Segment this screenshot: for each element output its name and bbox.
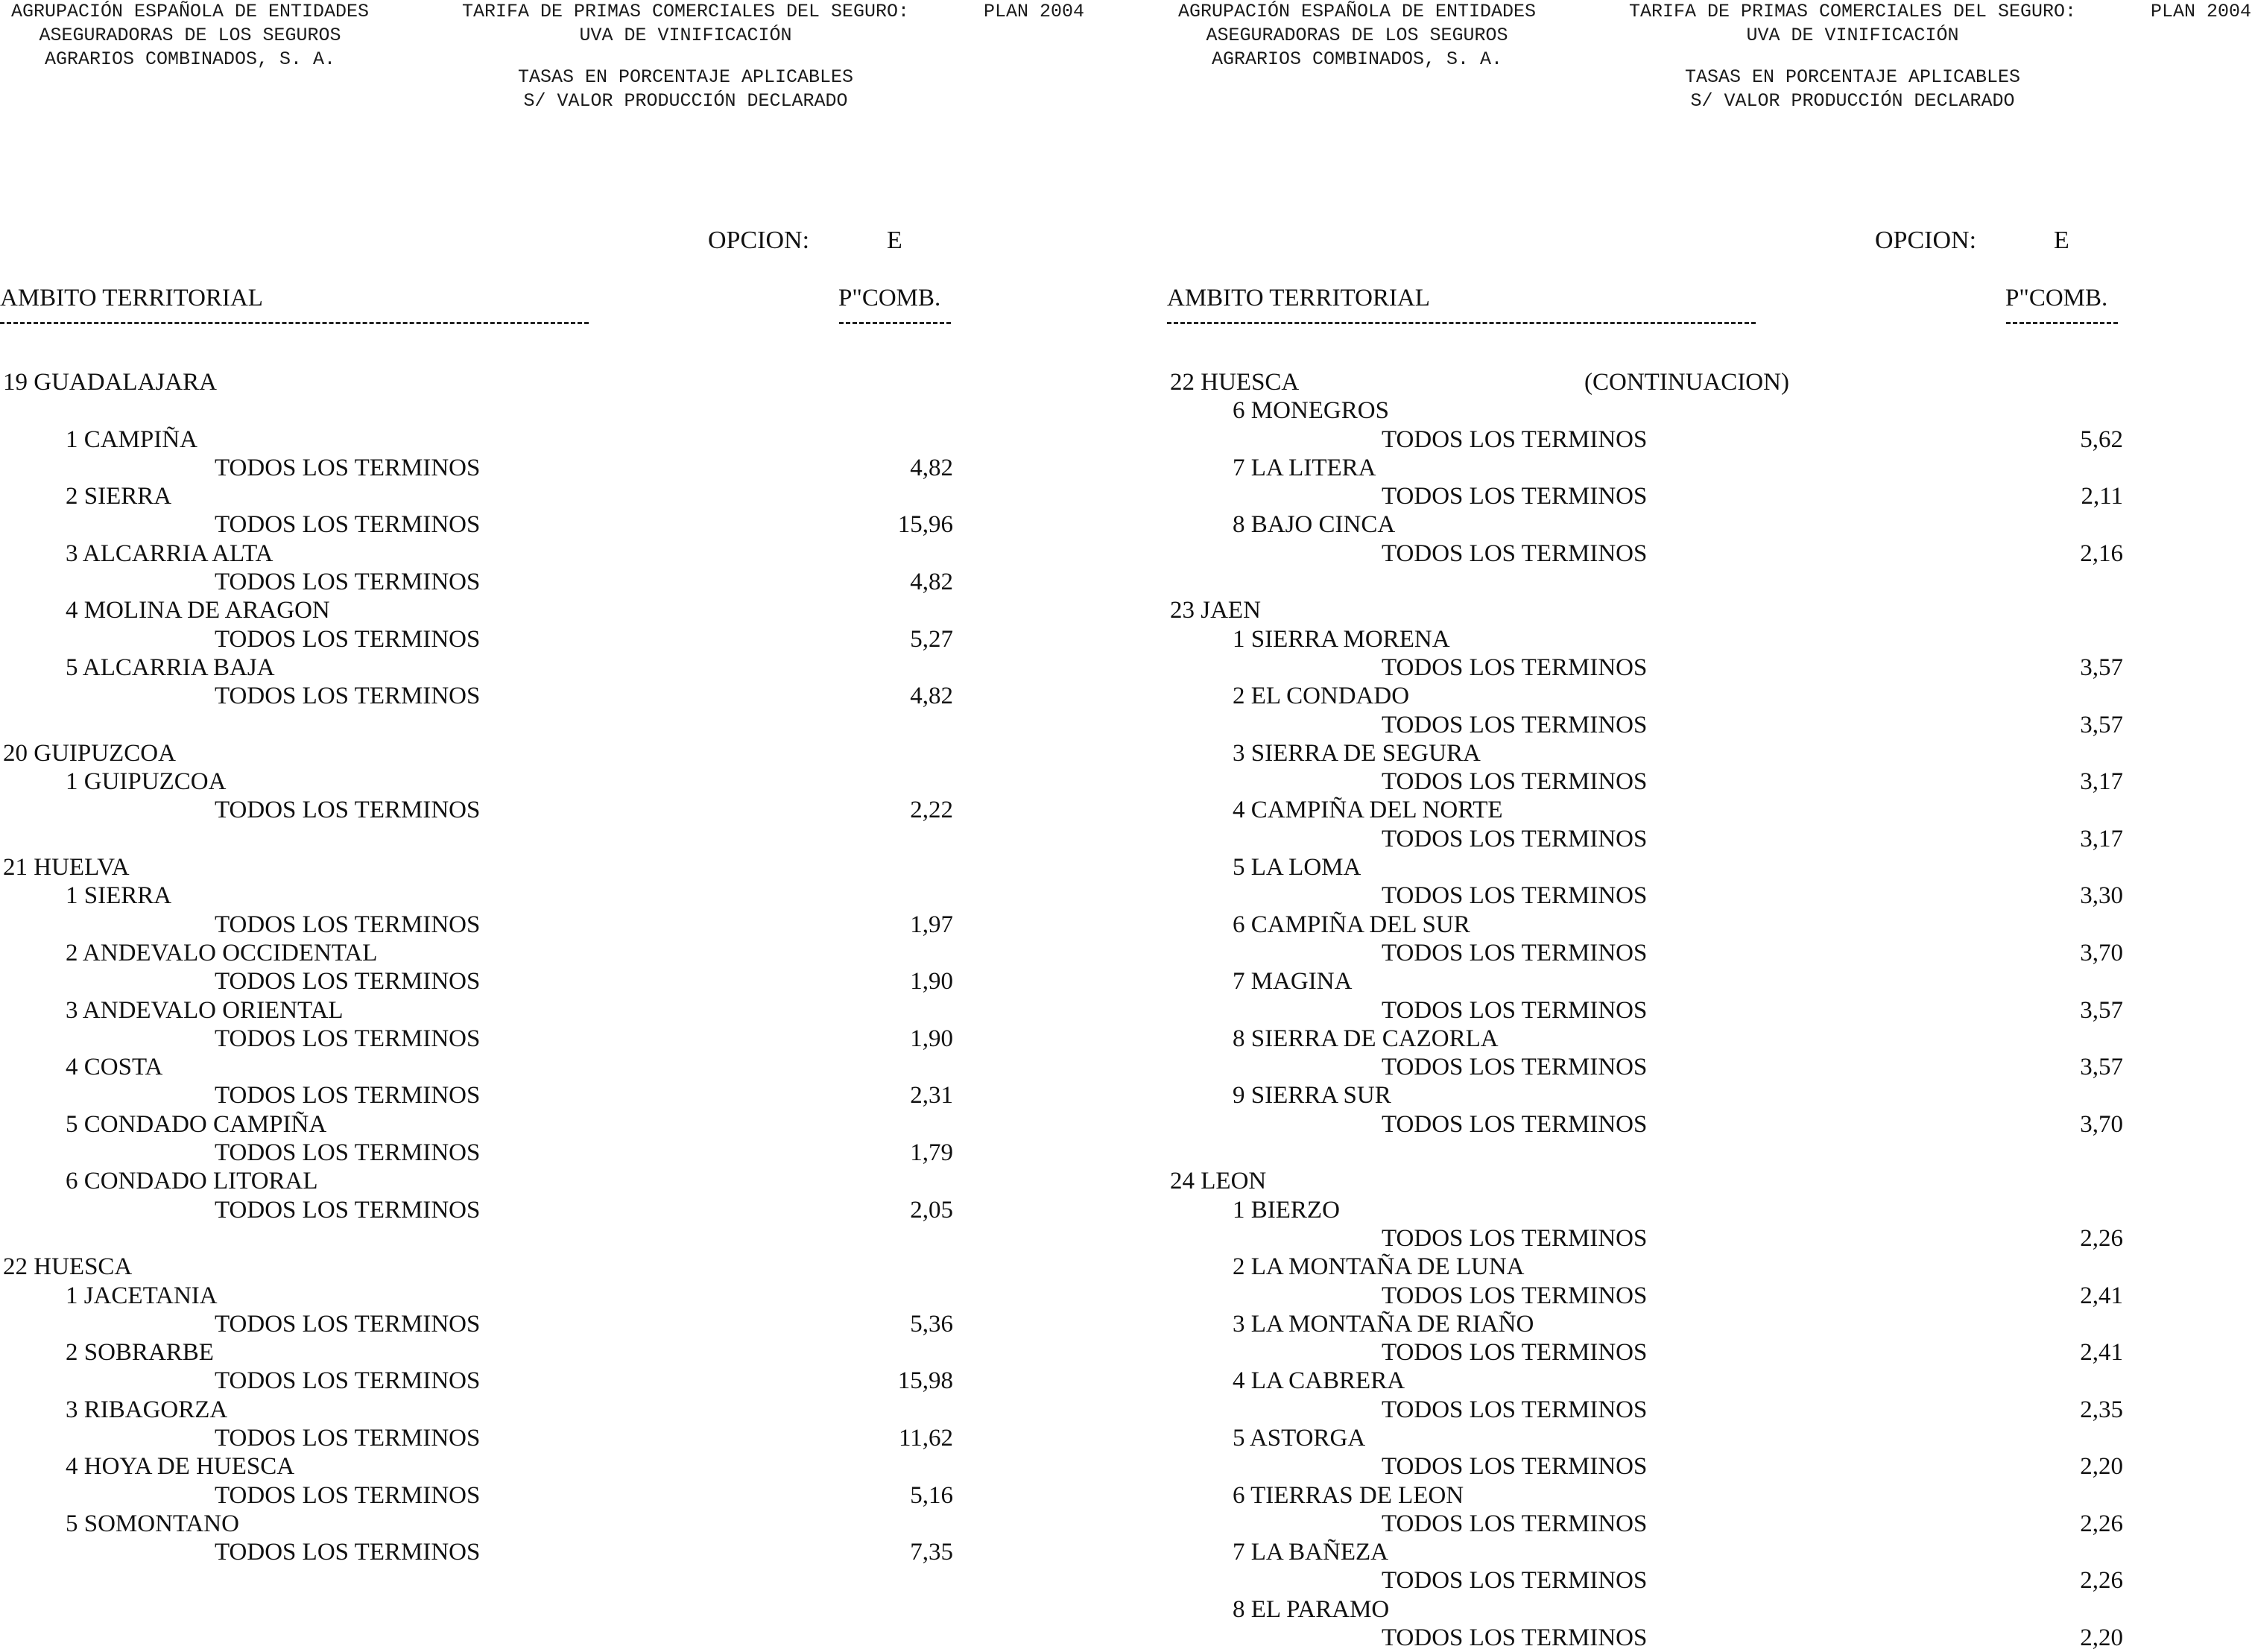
terms-label: TODOS LOS TERMINOS <box>215 683 481 710</box>
province-name: 22 HUESCA <box>3 1253 133 1281</box>
row-spacer <box>0 711 1126 739</box>
province-name: 23 JAEN <box>1170 597 1261 624</box>
terms-label: TODOS LOS TERMINOS <box>1382 653 1648 681</box>
plan-label: PLAN 2004 <box>984 1 1085 22</box>
province-name: 19 GUADALAJARA <box>3 369 217 396</box>
tariff-list <box>1167 368 2252 1652</box>
comarca-name: 2 SOBRARBE <box>66 1339 214 1367</box>
terms-row <box>1167 1053 2252 1081</box>
terms-row <box>0 510 1126 539</box>
comarca-name: 6 CONDADO LITORAL <box>66 1168 318 1195</box>
rates-subtitle: TASAS EN PORCENTAJE APLICABLES S/ VALOR PRODUCCIÓN DECLARADO <box>1684 66 2021 112</box>
terms-label: TODOS LOS TERMINOS <box>1382 1282 1648 1309</box>
row-spacer <box>1167 1139 2252 1167</box>
terms-label: TODOS LOS TERMINOS <box>215 511 481 539</box>
rate-value: 3,57 <box>2080 996 2123 1024</box>
comarca-name: 5 CONDADO CAMPIÑA <box>66 1110 327 1138</box>
terms-row <box>0 1196 1126 1224</box>
rate-value: 3,17 <box>2080 825 2123 852</box>
terms-label: TODOS LOS TERMINOS <box>215 1025 481 1052</box>
terms-label: TODOS LOS TERMINOS <box>1382 1567 1648 1595</box>
comarca-name: 3 ALCARRIA ALTA <box>66 539 273 567</box>
column-header-ambito: AMBITO TERRITORIAL <box>0 285 263 311</box>
terms-row <box>1167 882 2252 910</box>
terms-label: TODOS LOS TERMINOS <box>1382 939 1648 966</box>
terms-label: TODOS LOS TERMINOS <box>215 1082 481 1110</box>
rate-value: 11,62 <box>898 1424 953 1452</box>
comarca-name: 4 MOLINA DE ARAGON <box>66 597 330 624</box>
terms-label: TODOS LOS TERMINOS <box>1382 825 1648 852</box>
comarca-name: 5 ALCARRIA BAJA <box>66 653 275 681</box>
terms-row <box>1167 711 2252 739</box>
terms-row <box>0 1481 1126 1510</box>
terms-label: TODOS LOS TERMINOS <box>215 1139 481 1167</box>
terms-label: TODOS LOS TERMINOS <box>215 1424 481 1452</box>
terms-row <box>1167 1566 2252 1595</box>
comarca-name: 1 BIERZO <box>1233 1196 1340 1224</box>
comarca-name: 1 JACETANIA <box>66 1282 218 1309</box>
comarca-name: 2 LA MONTAÑA DE LUNA <box>1233 1253 1525 1281</box>
row-spacer <box>0 825 1126 853</box>
rate-value: 2,35 <box>2080 1396 2123 1423</box>
column-header-pcomb: P"COMB. <box>2005 285 2108 311</box>
terms-row <box>1167 1510 2252 1538</box>
rate-value: 3,17 <box>2080 768 2123 796</box>
rate-value: 2,41 <box>2080 1339 2123 1367</box>
comarca-name: 6 CAMPIÑA DEL SUR <box>1233 911 1470 938</box>
terms-row <box>1167 1624 2252 1652</box>
terms-label: TODOS LOS TERMINOS <box>1382 768 1648 796</box>
rate-value: 2,41 <box>2080 1282 2123 1309</box>
terms-row <box>0 568 1126 596</box>
rate-value: 3,57 <box>2080 1054 2123 1081</box>
organization-header: AGRUPACIÓN ESPAÑOLA DE ENTIDADES ASEGURADORAS DE LOS SEGUROS AGRARIOS COMBINADOS, S. A. <box>1177 1 1537 70</box>
terms-label: TODOS LOS TERMINOS <box>215 1367 481 1395</box>
rate-value: 2,26 <box>2080 1567 2123 1595</box>
province-name: 20 GUIPUZCOA <box>3 739 176 767</box>
terms-label: TODOS LOS TERMINOS <box>215 797 481 824</box>
province-name: 22 HUESCA <box>1170 369 1300 396</box>
comarca-name: 1 SIERRA MORENA <box>1233 625 1450 653</box>
rate-value: 5,62 <box>2080 425 2123 453</box>
comarca-name: 4 LA CABRERA <box>1233 1367 1405 1395</box>
terms-row <box>0 1310 1126 1338</box>
comarca-name: 7 LA BAÑEZA <box>1233 1539 1388 1566</box>
terms-label: TODOS LOS TERMINOS <box>1382 483 1648 510</box>
rate-value: 15,96 <box>897 511 953 539</box>
comarca-name: 4 CAMPIÑA DEL NORTE <box>1233 797 1503 824</box>
terms-label: TODOS LOS TERMINOS <box>215 968 481 996</box>
comarca-name: 1 GUIPUZCOA <box>66 768 227 796</box>
terms-row <box>0 1025 1126 1053</box>
comarca-name: 8 SIERRA DE CAZORLA <box>1233 1025 1499 1052</box>
terms-row <box>1167 939 2252 967</box>
terms-label: TODOS LOS TERMINOS <box>215 569 481 596</box>
terms-label: TODOS LOS TERMINOS <box>1382 882 1648 910</box>
rate-value: 2,22 <box>910 797 953 824</box>
terms-row <box>1167 768 2252 796</box>
terms-row <box>1167 1110 2252 1139</box>
row-spacer <box>1167 568 2252 596</box>
continuation-label: (CONTINUACION) <box>1584 369 1789 396</box>
terms-label: TODOS LOS TERMINOS <box>215 1196 481 1224</box>
terms-label: TODOS LOS TERMINOS <box>1382 1110 1648 1138</box>
terms-label: TODOS LOS TERMINOS <box>215 454 481 481</box>
comarca-name: 2 EL CONDADO <box>1233 683 1410 710</box>
terms-row <box>1167 1396 2252 1424</box>
terms-label: TODOS LOS TERMINOS <box>1382 1453 1648 1481</box>
comarca-name: 5 LA LOMA <box>1233 854 1361 882</box>
province-heading <box>1167 596 2252 624</box>
terms-label: TODOS LOS TERMINOS <box>215 1310 481 1338</box>
rate-value: 15,98 <box>897 1367 953 1395</box>
terms-row <box>1167 996 2252 1025</box>
terms-row <box>0 1367 1126 1395</box>
terms-row <box>0 796 1126 824</box>
rate-value: 4,82 <box>910 569 953 596</box>
terms-label: TODOS LOS TERMINOS <box>1382 1396 1648 1423</box>
comarca-name: 6 MONEGROS <box>1233 397 1389 425</box>
tariff-title: TARIFA DE PRIMAS COMERCIALES DEL SEGURO: UVA DE VINIFICACIÓN <box>461 1 910 46</box>
rate-value: 1,90 <box>910 1025 953 1052</box>
rate-value: 2,20 <box>2080 1453 2123 1481</box>
terms-row <box>0 1424 1126 1452</box>
comarca-name: 1 SIERRA <box>66 882 172 910</box>
terms-row <box>0 682 1126 710</box>
terms-label: TODOS LOS TERMINOS <box>1382 996 1648 1024</box>
terms-label: TODOS LOS TERMINOS <box>215 625 481 653</box>
terms-row <box>0 1139 1126 1167</box>
rate-value: 2,20 <box>2080 1624 2123 1652</box>
option-indicator: OPCION: E <box>1875 227 2069 254</box>
province-name: 24 LEON <box>1170 1168 1267 1195</box>
terms-label: TODOS LOS TERMINOS <box>1382 1510 1648 1537</box>
terms-row <box>1167 1224 2252 1253</box>
row-spacer <box>0 1224 1126 1253</box>
rate-value: 7,35 <box>910 1539 953 1566</box>
tariff-list <box>0 368 1126 1566</box>
province-heading <box>0 1253 1126 1281</box>
rate-value: 3,70 <box>2080 1110 2123 1138</box>
comarca-name: 3 SIERRA DE SEGURA <box>1233 739 1481 767</box>
rate-value: 2,26 <box>2080 1224 2123 1252</box>
plan-label: PLAN 2004 <box>2151 1 2252 22</box>
option-value: E <box>2054 227 2069 254</box>
rates-subtitle: TASAS EN PORCENTAJE APLICABLES S/ VALOR PRODUCCIÓN DECLARADO <box>517 66 854 112</box>
rate-value: 2,05 <box>910 1196 953 1224</box>
tariff-page-left <box>0 0 1126 1645</box>
terms-row <box>1167 1452 2252 1481</box>
terms-label: TODOS LOS TERMINOS <box>1382 425 1648 453</box>
rate-value: 5,27 <box>910 625 953 653</box>
terms-label: TODOS LOS TERMINOS <box>1382 1054 1648 1081</box>
option-value: E <box>887 227 902 254</box>
rate-value: 3,30 <box>2080 882 2123 910</box>
comarca-name: 3 RIBAGORZA <box>66 1396 228 1423</box>
terms-row <box>1167 825 2252 853</box>
rate-value: 5,16 <box>910 1481 953 1509</box>
rate-value: 4,82 <box>910 454 953 481</box>
rate-value: 1,90 <box>910 968 953 996</box>
rate-value: 3,70 <box>2080 939 2123 966</box>
province-heading <box>1167 368 2252 396</box>
tariff-title: TARIFA DE PRIMAS COMERCIALES DEL SEGURO: UVA DE VINIFICACIÓN <box>1628 1 2077 46</box>
terms-row <box>0 911 1126 939</box>
terms-row <box>1167 653 2252 682</box>
comarca-name: 7 MAGINA <box>1233 968 1353 996</box>
terms-label: TODOS LOS TERMINOS <box>1382 1224 1648 1252</box>
header-rule <box>839 322 951 324</box>
comarca-name: 6 TIERRAS DE LEON <box>1233 1481 1464 1509</box>
terms-row <box>0 625 1126 653</box>
comarca-name: 8 BAJO CINCA <box>1233 511 1396 539</box>
rate-value: 4,82 <box>910 683 953 710</box>
tariff-page-right <box>1167 0 2252 1652</box>
comarca-name: 3 LA MONTAÑA DE RIAÑO <box>1233 1310 1534 1338</box>
terms-row <box>0 454 1126 482</box>
terms-row <box>0 967 1126 996</box>
terms-row <box>1167 539 2252 568</box>
terms-label: TODOS LOS TERMINOS <box>215 911 481 938</box>
rate-value: 2,11 <box>2081 483 2123 510</box>
terms-label: TODOS LOS TERMINOS <box>1382 1339 1648 1367</box>
comarca-name: 3 ANDEVALO ORIENTAL <box>66 996 344 1024</box>
province-heading <box>0 739 1126 768</box>
rate-value: 3,57 <box>2080 711 2123 738</box>
comarca-name: 8 EL PARAMO <box>1233 1595 1390 1623</box>
terms-label: TODOS LOS TERMINOS <box>215 1539 481 1566</box>
column-header-pcomb: P"COMB. <box>838 285 941 311</box>
terms-row <box>0 1081 1126 1110</box>
terms-label: TODOS LOS TERMINOS <box>1382 539 1648 567</box>
comarca-name: 7 LA LITERA <box>1233 454 1376 481</box>
rate-value: 3,57 <box>2080 653 2123 681</box>
terms-row <box>1167 482 2252 510</box>
province-heading <box>0 853 1126 882</box>
comarca-name: 2 ANDEVALO OCCIDENTAL <box>66 939 378 966</box>
header-rule <box>1167 322 1756 324</box>
comarca-name: 1 CAMPIÑA <box>66 425 197 453</box>
row-spacer <box>0 396 1126 425</box>
terms-label: TODOS LOS TERMINOS <box>215 1481 481 1509</box>
terms-label: TODOS LOS TERMINOS <box>1382 711 1648 738</box>
header-rule <box>2006 322 2118 324</box>
comarca-name: 9 SIERRA SUR <box>1233 1082 1391 1110</box>
comarca-name: 4 COSTA <box>66 1054 163 1081</box>
rate-value: 2,16 <box>2080 539 2123 567</box>
rate-value: 2,31 <box>910 1082 953 1110</box>
rate-value: 1,97 <box>910 911 953 938</box>
rate-value: 1,79 <box>910 1139 953 1167</box>
terms-row <box>0 1538 1126 1566</box>
rate-value: 2,26 <box>2080 1510 2123 1537</box>
province-heading <box>0 368 1126 396</box>
header-rule <box>0 322 589 324</box>
comarca-name: 4 HOYA DE HUESCA <box>66 1453 295 1481</box>
province-heading <box>1167 1167 2252 1195</box>
organization-header: AGRUPACIÓN ESPAÑOLA DE ENTIDADES ASEGURADORAS DE LOS SEGUROS AGRARIOS COMBINADOS, S. A. <box>10 1 370 70</box>
comarca-name: 2 SIERRA <box>66 483 172 510</box>
province-name: 21 HUELVA <box>3 854 130 882</box>
terms-row <box>1167 1282 2252 1310</box>
terms-row <box>1167 425 2252 454</box>
terms-row <box>1167 1338 2252 1367</box>
option-indicator: OPCION: E <box>708 227 902 254</box>
terms-label: TODOS LOS TERMINOS <box>1382 1624 1648 1652</box>
rate-value: 5,36 <box>910 1310 953 1338</box>
comarca-name: 5 ASTORGA <box>1233 1424 1366 1452</box>
comarca-name: 5 SOMONTANO <box>66 1510 239 1537</box>
column-header-ambito: AMBITO TERRITORIAL <box>1167 285 1430 311</box>
